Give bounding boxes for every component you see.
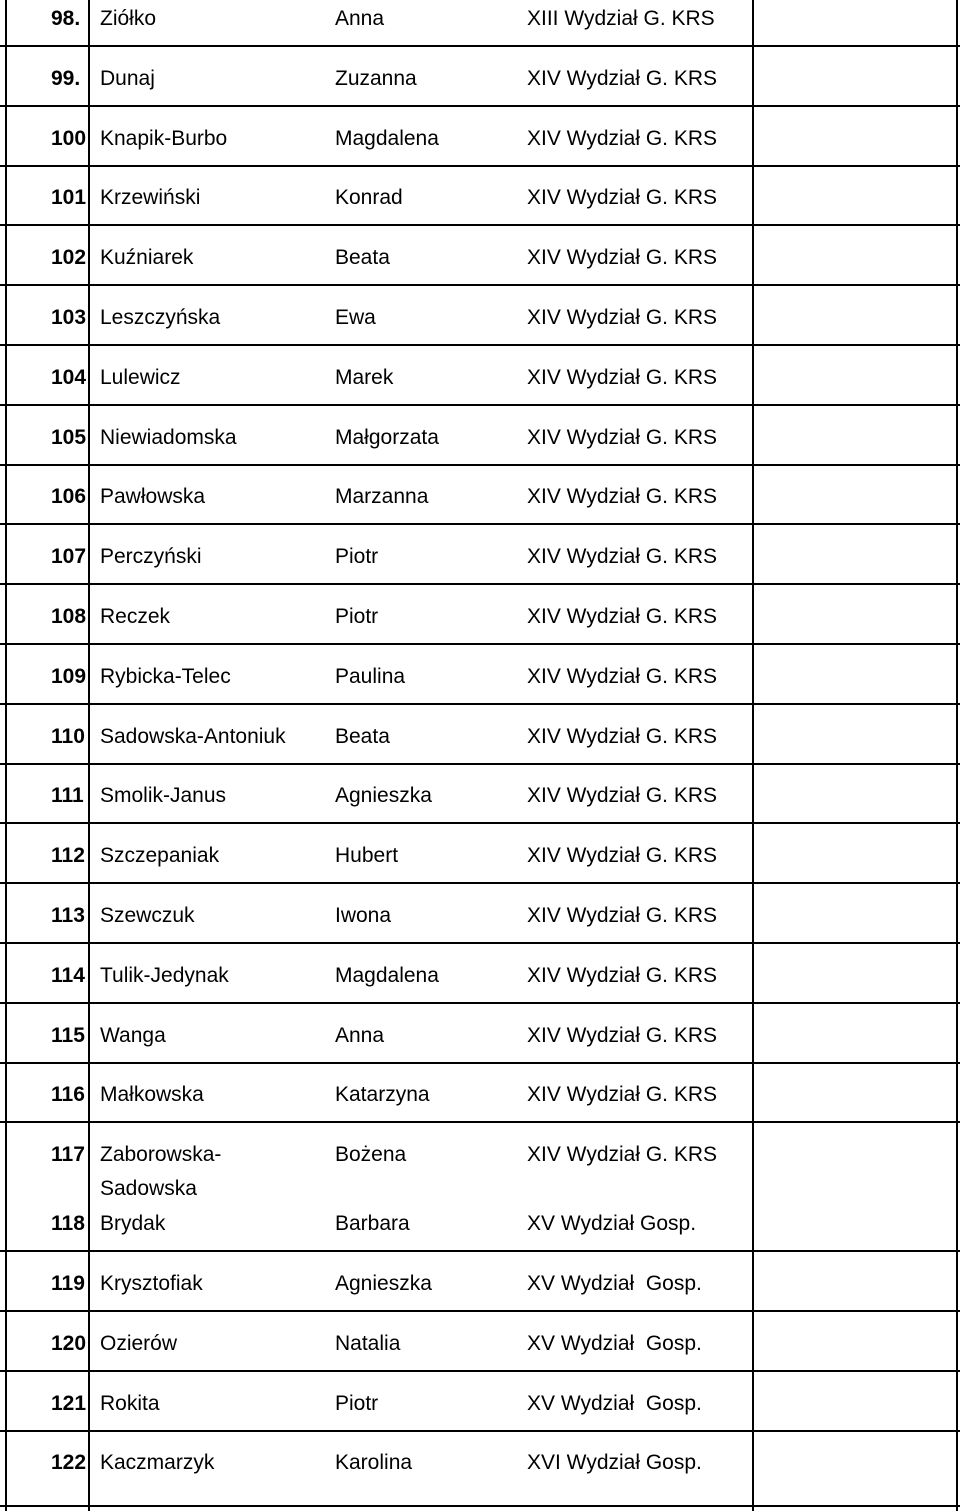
department-cell: XV Wydział Gosp. [527, 1332, 702, 1355]
row-number: 122 [51, 1451, 87, 1474]
row-divider [0, 583, 960, 585]
row-divider [0, 643, 960, 645]
department-cell: XIV Wydział G. KRS [527, 1024, 718, 1047]
row-divider [0, 1505, 960, 1507]
first-name-cell: Beata [335, 246, 390, 269]
surname-cell: Rokita [100, 1392, 160, 1415]
row-divider [0, 344, 960, 346]
row-number: 109 [51, 665, 87, 688]
row-divider [0, 942, 960, 944]
department-cell: XIV Wydział G. KRS [527, 964, 718, 987]
table-border-right [956, 0, 958, 1511]
first-name-cell: Agnieszka [335, 784, 432, 807]
row-number: 98. [51, 7, 81, 30]
surname-cell: Smolik-Janus [100, 784, 227, 807]
first-name-cell: Ewa [335, 306, 376, 329]
first-name-cell: Anna [335, 1024, 385, 1047]
department-cell: XIV Wydział G. KRS [527, 605, 718, 628]
first-name-cell: Anna [335, 7, 385, 30]
first-name-cell: Beata [335, 725, 390, 748]
department-cell: XIV Wydział G. KRS [527, 665, 718, 688]
row-divider [0, 45, 960, 47]
department-cell: XV Wydział Gosp. [527, 1272, 702, 1295]
row-number: 111 [51, 784, 84, 807]
surname-cell: Leszczyńska [100, 306, 221, 329]
department-cell: XIV Wydział G. KRS [527, 725, 718, 748]
first-name-cell: Zuzanna [335, 67, 417, 90]
row-number: 116 [51, 1083, 85, 1106]
row-divider [0, 464, 960, 466]
row-number: 108 [51, 605, 87, 628]
row-divider [0, 1062, 960, 1064]
first-name-cell: Małgorzata [335, 426, 439, 449]
surname-cell: Wanga [100, 1024, 166, 1047]
first-name-cell: Agnieszka [335, 1272, 432, 1295]
department-cell: XIV Wydział G. KRS [527, 127, 718, 150]
first-name-cell: Bożena [335, 1143, 407, 1166]
surname-cell: Perczyński [100, 545, 202, 568]
first-name-cell: Piotr [335, 545, 379, 568]
first-name-cell: Marek [335, 366, 394, 389]
surname-cell: Niewiadomska [100, 426, 237, 449]
surname-cell: Reczek [100, 605, 171, 628]
surname-cell: Zaborowska- [100, 1143, 222, 1166]
row-number: 120 [51, 1332, 87, 1355]
department-cell: XIV Wydział G. KRS [527, 186, 718, 209]
row-divider [0, 703, 960, 705]
first-name-cell: Hubert [335, 844, 399, 867]
surname-cell: Brydak [100, 1212, 166, 1235]
row-number: 118 [51, 1212, 85, 1235]
first-name-cell: Katarzyna [335, 1083, 430, 1106]
row-divider [0, 1370, 960, 1372]
department-cell: XIV Wydział G. KRS [527, 784, 718, 807]
table-column-divider-data [752, 0, 754, 1511]
row-divider [0, 1002, 960, 1004]
first-name-cell: Magdalena [335, 127, 439, 150]
first-name-cell: Natalia [335, 1332, 401, 1355]
row-divider [0, 404, 960, 406]
row-divider [0, 822, 960, 824]
department-cell: XV Wydział Gosp. [527, 1392, 702, 1415]
surname-cell: Kuźniarek [100, 246, 194, 269]
row-number: 117 [51, 1143, 85, 1166]
department-cell: XIV Wydział G. KRS [527, 1143, 718, 1166]
row-divider [0, 1430, 960, 1432]
surname-cell: Ozierów [100, 1332, 178, 1355]
surname-cell: Małkowska [100, 1083, 204, 1106]
first-name-cell: Marzanna [335, 485, 429, 508]
row-number: 99. [51, 67, 81, 90]
row-number: 113 [51, 904, 85, 927]
department-cell: XIV Wydział G. KRS [527, 1083, 718, 1106]
row-number: 100 [51, 127, 87, 150]
first-name-cell: Karolina [335, 1451, 413, 1474]
first-name-cell: Piotr [335, 1392, 379, 1415]
row-number: 110 [51, 725, 85, 748]
surname-cell: Szewczuk [100, 904, 195, 927]
first-name-cell: Barbara [335, 1212, 410, 1235]
first-name-cell: Konrad [335, 186, 403, 209]
surname-cell: Lulewicz [100, 366, 181, 389]
row-divider [0, 1121, 960, 1123]
row-number: 115 [51, 1024, 85, 1047]
department-cell: XIV Wydział G. KRS [527, 426, 718, 449]
row-number: 104 [51, 366, 87, 389]
department-cell: XVI Wydział Gosp. [527, 1451, 702, 1474]
department-cell: XV Wydział Gosp. [527, 1212, 697, 1235]
department-cell: XIV Wydział G. KRS [527, 545, 718, 568]
row-divider [0, 763, 960, 765]
table-column-divider-lp [88, 0, 90, 1511]
row-number: 106 [51, 485, 87, 508]
row-number: 105 [51, 426, 87, 449]
surname-cell: Ziółko [100, 7, 157, 30]
row-number: 114 [51, 964, 85, 987]
row-divider [0, 224, 960, 226]
surname-cell: Krzewiński [100, 186, 201, 209]
table-border-left [5, 0, 7, 1511]
row-number: 112 [51, 844, 85, 867]
department-cell: XIII Wydział G. KRS [527, 7, 715, 30]
row-divider [0, 1250, 960, 1252]
row-number: 119 [51, 1272, 85, 1295]
department-cell: XIV Wydział G. KRS [527, 246, 718, 269]
department-cell: XIV Wydział G. KRS [527, 67, 718, 90]
department-cell: XIV Wydział G. KRS [527, 306, 718, 329]
row-number: 107 [51, 545, 87, 568]
row-divider [0, 882, 960, 884]
surname-cell: Pawłowska [100, 485, 206, 508]
row-divider [0, 284, 960, 286]
row-number: 103 [51, 306, 87, 329]
surname-cell: Tulik-Jedynak [100, 964, 229, 987]
row-number: 101 [51, 186, 87, 209]
surname-cell: Rybicka-Telec [100, 665, 231, 688]
first-name-cell: Piotr [335, 605, 379, 628]
surname-cell: Szczepaniak [100, 844, 220, 867]
first-name-cell: Magdalena [335, 964, 439, 987]
surname-cell-continued: Sadowska [100, 1177, 197, 1200]
surname-cell: Kaczmarzyk [100, 1451, 215, 1474]
surname-cell: Knapik-Burbo [100, 127, 228, 150]
first-name-cell: Iwona [335, 904, 392, 927]
surname-cell: Krysztofiak [100, 1272, 203, 1295]
row-number: 102 [51, 246, 87, 269]
first-name-cell: Paulina [335, 665, 406, 688]
department-cell: XIV Wydział G. KRS [527, 366, 718, 389]
row-divider [0, 165, 960, 167]
row-number: 121 [51, 1392, 87, 1415]
surname-cell: Dunaj [100, 67, 155, 90]
department-cell: XIV Wydział G. KRS [527, 485, 718, 508]
row-divider [0, 1310, 960, 1312]
department-cell: XIV Wydział G. KRS [527, 844, 718, 867]
row-divider [0, 523, 960, 525]
row-divider [0, 105, 960, 107]
department-cell: XIV Wydział G. KRS [527, 904, 718, 927]
surname-cell: Sadowska-Antoniuk [100, 725, 286, 748]
